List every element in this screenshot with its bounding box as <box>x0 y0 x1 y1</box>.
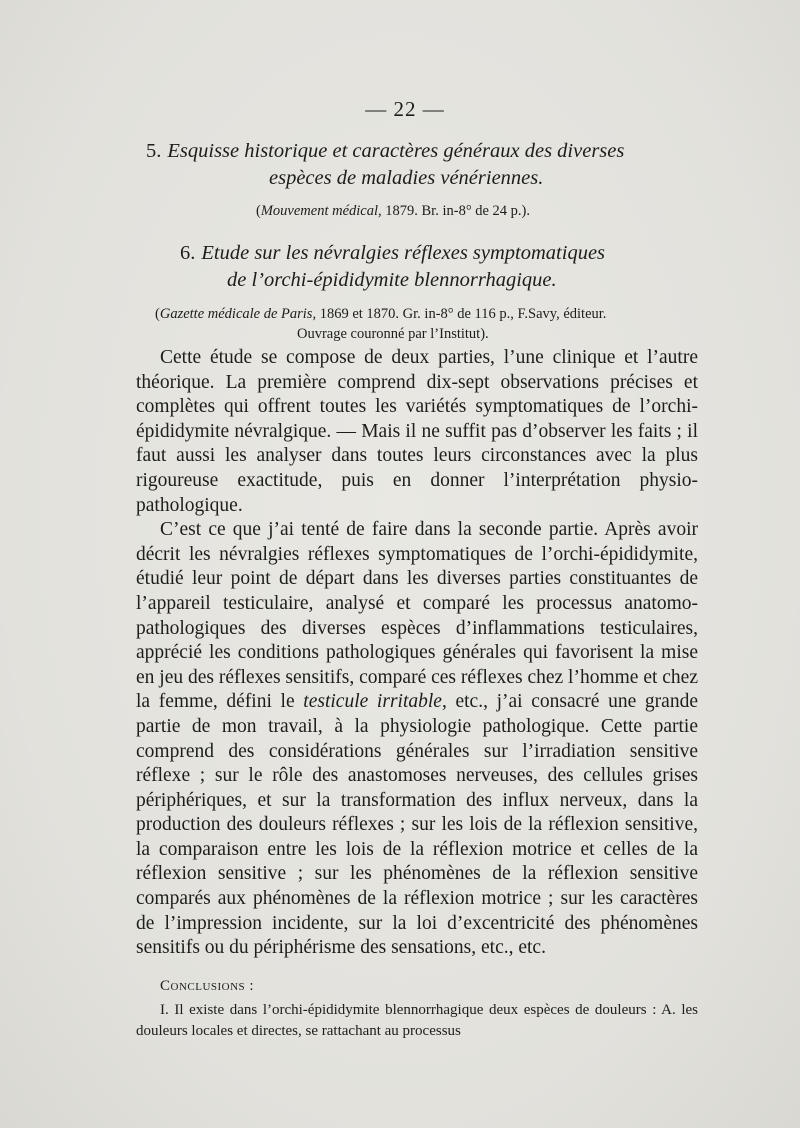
journal-name: Gazette médicale de Paris, <box>159 306 317 322</box>
conclusions-text: I. Il existe dans l’orchi-épididymite blennorrhagique deux espèces de douleurs : A. les douleurs locales et directes, se rattachant au processus <box>136 1002 698 1039</box>
entry-title-line2: de l’orchi-épididymite blennorrhagique. <box>227 269 557 291</box>
publication-info: (Gazette médicale de Paris, 1869 et 1870. Gr. in-8° de 116 p., F.Savy, éditeur. Ouvrage couronné par l’Institut). <box>155 304 715 344</box>
entry-title <box>146 138 706 192</box>
publication-details: 1869 et 1870. Gr. in-8° de 116 p., F.Savy, éditeur. <box>316 306 607 322</box>
paragraph-2-part2: , etc., j’ai consacré une grande partie de mon travail, à la physiologie pathologique. Cette partie comprend des considérations générales sur l’irradiation sensitive réflexe ; sur le rôle des anastomoses nerveuses, des cellules grises périphériques, et sur la transformation des influx nerveux, dans la production des douleurs réflexes ; sur les lois de la réflexion sensitive, la comparaison entre les lois de la réflexion motrice et celles de la réflexion sensitive ; sur les phénomènes de la réflexion sensitive comparés aux phénomènes de la réflexion motrice ; sur les caractères de l’impression incidente, sur la loi d’excentricité des phénomènes sensitifs ou du périphérisme des sensations, etc., etc. <box>136 691 698 959</box>
bibliography-entry-6 <box>155 240 740 344</box>
page-number: — 22 — <box>365 97 445 121</box>
entry-number: 6. <box>180 242 196 264</box>
entry-title <box>180 240 740 294</box>
publication-details: 1879. Br. in-8° de 24 p.). <box>381 203 531 219</box>
entry-title-line1: Esquisse historique et caractères généraux des diverses <box>167 140 625 162</box>
body-text <box>136 346 698 961</box>
entry-number: 5. <box>146 140 162 162</box>
paragraph-2 <box>136 518 698 961</box>
conclusions-section <box>136 976 698 1042</box>
italic-term: testicule irritable <box>303 691 442 713</box>
paragraph-1: Cette étude se compose de deux parties, l’une clinique et l’autre théorique. La première comprend dix-sept observations précises et complètes qui offrent toutes les variétés symptomatiques de l’orchi-épididymite névralgique. — Mais il ne suffit pas d’observer les faits ; il faut aussi les analyser dans toutes leurs circonstances avec la plus rigoureuse exactitude, puis en donner l’interprétation physio-pathologique. <box>136 347 698 516</box>
bibliography-entry-5 <box>146 138 706 221</box>
paragraph-2-part1: C’est ce que j’ai tenté de faire dans la seconde partie. Après avoir décrit les névralgies réflexes symptomatiques de l’orchi-épididymite, étudié leur point de départ dans les diverses parties constituantes de l’appareil testiculaire, analysé et comparé les processus anatomo-pathologiques des diverses espèces d’inflammations testiculaires, apprécié les conditions pathologiques générales qui favorisent la mise en jeu des réflexes sensitifs, comparé ces réflexes chez l’homme et chez la femme, défini le <box>136 519 698 713</box>
publication-info: (Mouvement médical, 1879. Br. in-8° de 24 p.). <box>256 203 531 219</box>
entry-title-line2: espèces de maladies vénériennes. <box>269 167 544 189</box>
entry-title-line1: Etude sur les névralgies réflexes symptomatiques <box>201 242 606 264</box>
conclusions-heading: Conclusions : <box>160 978 255 994</box>
journal-name: Mouvement médical, <box>260 203 382 219</box>
publication-details-line2: Ouvrage couronné par l’Institut). <box>297 326 489 342</box>
